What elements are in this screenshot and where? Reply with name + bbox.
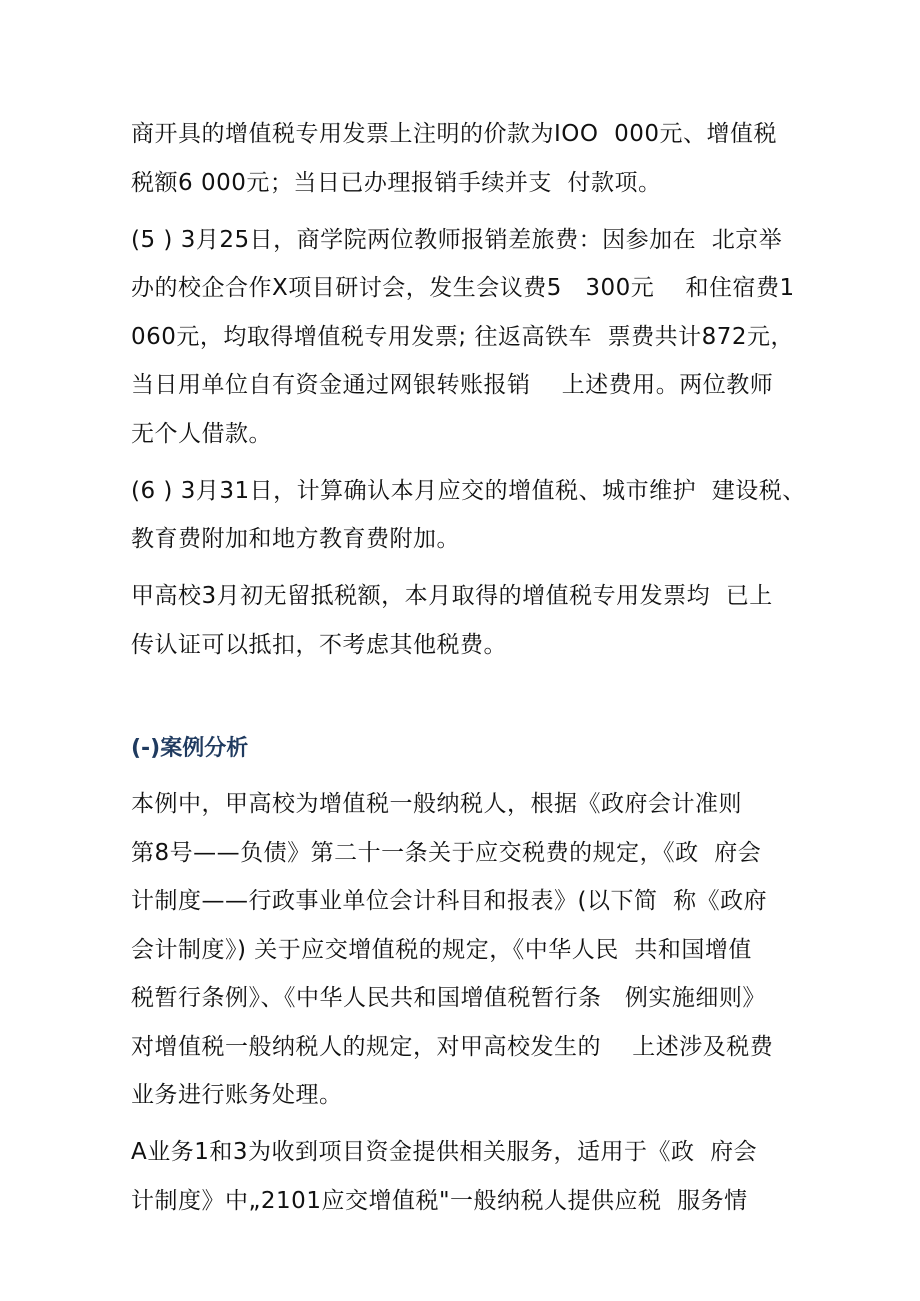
text-line: 教育费附加和地方教育费附加。 bbox=[131, 526, 460, 552]
text-line: 本例中，甲高校为增值税一般纳税人，根据《政府会计准则 bbox=[131, 791, 742, 817]
text-line: 会计制度》) 关于应交增值税的规定，《中华人民 共和国增值 bbox=[131, 937, 752, 963]
text-line: 办的校企合作X项目研讨会，发生会议费5 300元 和住宿费1 bbox=[131, 275, 795, 301]
text-line: A业务1和3为收到项目资金提供相关服务，适用于《政 府会 bbox=[131, 1139, 758, 1165]
text-line: 商开具的增值税专用发票上注明的价款为IOO 000元、增值税 bbox=[131, 121, 778, 147]
text-line: 传认证可以抵扣，不考虑其他税费。 bbox=[131, 632, 507, 658]
text-line: 税额6 000元；当日已办理报销手续并支 付款项。 bbox=[131, 170, 662, 196]
text-line: 对增值税一般纳税人的规定，对甲高校发生的 上述涉及税费 bbox=[131, 1034, 774, 1060]
text-line: 第8号——负债》第二十一条关于应交税费的规定，《政 府会 bbox=[131, 840, 762, 866]
text-line: (6 ) 3月31日，计算确认本月应交的增值税、城市维护 建设税、 bbox=[131, 478, 806, 504]
text-line: 甲高校3月初无留抵税额，本月取得的增值税专用发票均 已上 bbox=[131, 583, 773, 609]
text-line: 计制度》中„2101应交增值税"一般纳税人提供应税 服务情 bbox=[131, 1188, 748, 1214]
section-heading-case-analysis: (-)案例分析 bbox=[131, 736, 249, 761]
text-line: 060元，均取得增值税专用发票; 往返高铁车 票费共计872元， bbox=[131, 324, 794, 350]
text-line: (5 ) 3月25日，商学院两位教师报销差旅费：因参加在 北京举 bbox=[131, 227, 783, 253]
text-line: 无个人借款。 bbox=[131, 421, 272, 447]
text-line: 计制度——行政事业单位会计科目和报表》(以下简 称《政府 bbox=[131, 888, 768, 914]
text-line: 业务进行账务处理。 bbox=[131, 1082, 343, 1108]
text-line: 当日用单位自有资金通过网银转账报销 上述费用。两位教师 bbox=[131, 372, 774, 398]
text-line: 税暂行条例》、《中华人民共和国增值税暂行条 例实施细则》 bbox=[131, 985, 766, 1011]
